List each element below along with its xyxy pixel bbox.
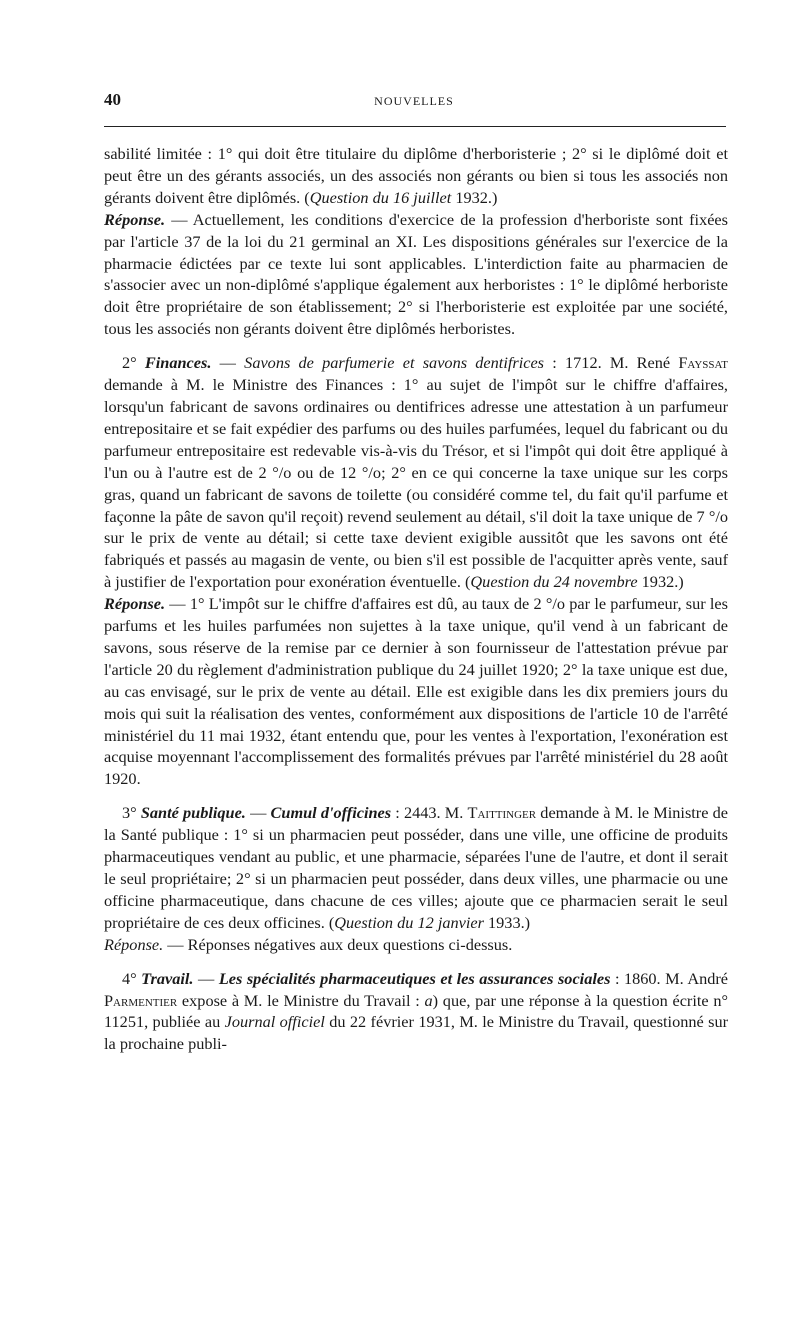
paragraph-question-sante: 3° Santé publique. — Cumul d'officines : 2443. M. Taittinger demande à M. le Ministre de la Santé publique : 1° si un pharmacien peut posséder, dans une ville, une officine de produits pharmaceutiques vendant au public, et une pharmacie, séparées l'une de l'autre, et dont il serait le seul propriétaire; 2° si un pharmacien peut posséder, dans deux villes, une pharmacie ou une officine pharmaceutique, dans chacune de ces villes; ajoute que ce pharmacien serait le seul propriétaire de ces deux officines. (Question du 12 janvier 1933.) — [104, 803, 728, 932]
section-heading-finances: Finances. — [144, 353, 212, 373]
page-number: 40 — [104, 90, 121, 109]
paragraph-question-travail: 4° Travail. — Les spécialités pharmaceutiques et les assurances sociales : 1860. M. André Parmentier expose à M. le Ministre du Travail : a) que, par une réponse à la question écrite n° 11251, publiée au Journal officiel du 22 février 1931, M. le Ministre du Travail, questionné sur la prochaine publi- — [104, 968, 729, 1054]
section-heading-sante: Santé publique. — [140, 803, 246, 823]
page-header — [104, 90, 724, 114]
paragraph-question-finances: 2° Finances. — Savons de parfumerie et savons dentifrices : 1712. M. René Fayssat demande à M. le Ministre des Finances : 1° au sujet de l'impôt sur le chiffre d'affaires, lorsqu'un fabricant de savons ordinaires ou dentifrices adresse une attestation à un parfumeur entrepositaire et se fait expédier des parfums ou des huiles parfumées, lequel du fabricant ou du parfumeur entrepositaire est redevable vis-à-vis du Trésor, et si l'impôt qui doit être appliqué à l'un ou à l'autre est de 2 °/o ou de 12 °/o; 2° en ce qui concerne la taxe unique sur les corps gras, quand un fabricant de savons de toilette (ou considéré comme tel, du fait qu'il parfume et façonne la pâte de savon qu'il reçoit) revend seulement au détail, s'il doit la taxe unique de 7 °/o sur le prix de vente au détail; si cette taxe devient exigible aussitôt que les savons ont été fabriqués et passés au magasin de vente, ou bien s'il est possible de l'acquitter après vente, sauf à justifier de l'exportation pour exonération éventuelle. (Question du 24 novembre 1932.) — [104, 353, 728, 592]
paragraph-response-herboristerie: Réponse. — Actuellement, les conditions d'exercice de la profession d'herboriste sont fixées par l'article 37 de la loi du 21 germinal an XI. Les dispositions générales sur l'exercice de la pharmacie édictées par ce texte lui sont applicables. L'interdiction faite au pharmacien de s'associer avec un non-diplômé s'applique également aux herboristes : 1° le diplômé herboriste doit être propriétaire de son établissement; 2° si l'herboristerie est exploitée par une société, tous les associés non gérants doivent être diplômés herboristes. — [104, 209, 728, 339]
paragraph-response-sante: Réponse. — Réponses négatives aux deux questions ci-dessus. — [104, 934, 513, 954]
running-title: NOUVELLES — [374, 94, 454, 108]
paragraph-response-finances: Réponse. — 1° L'impôt sur le chiffre d'affaires est dû, au taux de 2 °/o par le parfumeur, sur les parfums et les huiles parfumées non sujettes à la taxe unique, qu'il vend à un fabricant de savons, sous réserve de la remise par ce dernier à son fournisseur de l'attestation prévue par l'article 20 du règlement d'administration publique du 24 juillet 1920; 2° la taxe unique est due, au cas envisagé, sur le prix de vente au détail. Elle est exigible dans les dix premiers jours du mois qui suit la réalisation des ventes, conformément aux dispositions de l'article 10 de l'arrêté ministériel du 11 mai 1932, étant entendu que, pour les ventes à l'exportation, l'exonération est acquise moyennant l'accomplissement des formalités prévues par l'arrêté ministériel du 28 août 1920. — [104, 594, 728, 789]
body-text — [104, 143, 728, 1055]
paragraph-question-herboristerie-end: sabilité limitée : 1° qui doit être titulaire du diplôme d'herboristerie ; 2° si le diplômé doit et peut être un des gérants associés, un des associés non gérants ou bien si tous les associés non gérants doivent être diplômés. (Question du 16 juillet 1932.) — [104, 144, 728, 207]
header-rule — [104, 126, 726, 127]
section-heading-travail: Travail. — [141, 968, 194, 988]
